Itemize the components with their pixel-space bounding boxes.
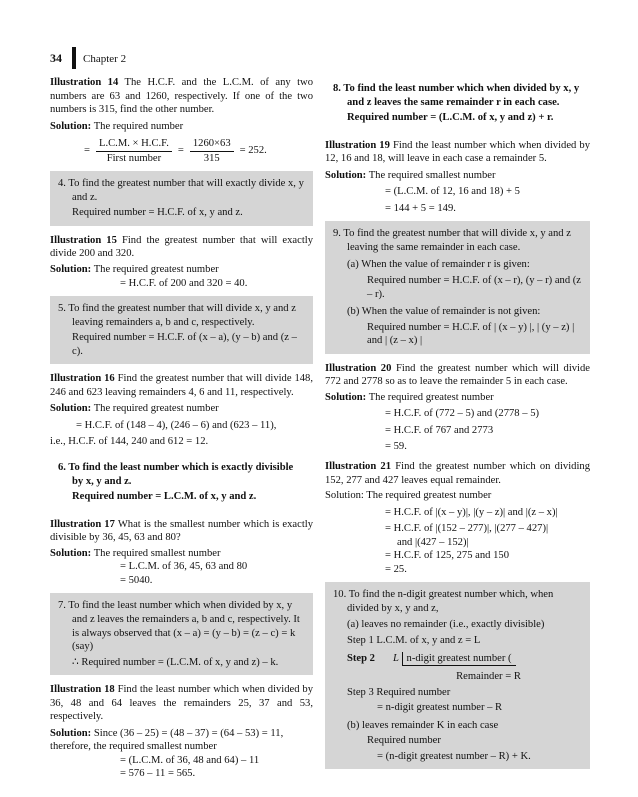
chapter-title: Chapter 2	[83, 53, 127, 65]
solution-label: Solution:	[50, 120, 92, 132]
fraction-lcm-hcf: $\frac{L.C.M. \times H.C.F.}{\text{First number}}$	[96, 137, 172, 165]
right-column	[325, 76, 590, 777]
header-divider	[72, 47, 76, 69]
illustration-15: Illustration 15 Find the greatest number that will exactly divide 200 and 320. Solution: The required greatest number = H.C.F. of 200 and 320 = 40.	[50, 234, 313, 289]
solution-text: The required number	[93, 120, 184, 132]
illustration-14	[50, 76, 313, 165]
rule-box-9: 9. To find the greatest number that will divide x, y and z leaving the same remainder in each case. (a) When the value of remainder r is given: Required number = H.C.F. of (x – r), (y – r) and (z – r). (b) When the value of remainder is not given: Required number = H.C.F. of | (x – y) |, | (y – z) | and | (z – x) |	[325, 221, 590, 353]
illustration-19: Illustration 19 Find the least number which when divided by 12, 16 and 18, will leave in each case a remainder 5. Solution: The required smallest number = (L.C.M. of 12, 16 and 18) + 5 = 144 + 5 = 149.	[325, 139, 591, 214]
rule-title: 4. To find the greatest number that will exactly divide x, y and z.	[58, 178, 304, 203]
long-division: L n-digit greatest number (	[393, 652, 516, 667]
left-column	[50, 76, 313, 787]
rule-box-7: 7. To find the least number which when divided by x, y and z leaves the remainders a, b and c, respectively. It is always observed that (x – a) = (y – b) = (z – c) = k (say) ∴ Required number = (L.C.M. of x, y and z) – k.	[50, 593, 313, 675]
division-bracket: n-digit greatest number (	[402, 652, 516, 667]
fraction-values: $\frac{1260\times 63}{315}$	[190, 137, 234, 165]
rule-line: Required number = H.C.F. of x, y and z.	[72, 207, 243, 219]
illustration-21: Illustration 21 Find the greatest number which on dividing 152, 277 and 427 leaves equal remainder. Solution: The required greatest number = H.C.F. of |(x – y)|, |(y – z)| and |(z – x)| = H.C.F. of |(152 – 277)|, |(277 – 427)| and |(427 – 152)| = H.C.F. of 125, 275 and 150 = 25.	[325, 461, 590, 575]
rule-box-6: 6. To find the least number which is exactly divisible by x, y and z. Required number = L.C.M. of x, y and z.	[50, 455, 313, 510]
rule-box-10: 10. To find the n-digit greatest number which, when divided by x, y and z, (a) leaves no remainder (i.e., exactly divisible) Step 1 L.C.M. of x, y and z = L Step 2 L n-digit greatest number ( Remainder = R Step 3 Required number = n-digit greatest number – R (b) leaves remainder K in each case Required number = (n-digit greatest number – R) + K.	[325, 582, 590, 769]
illustration-text: The H.C.F. and the L.C.M. of any two numbers are 63 and 1260, respectively. If one of the two numbers is 315, find the other number.	[50, 77, 313, 116]
illustration-18: Illustration 18 Find the least number which when divided by 36, 48 and 64 leaves the remainders 25, 37 and 53, respectively. Solution: Since (36 – 25) = (48 – 37) = (64 – 53) = 11, therefore, the required smallest number = (L.C.M. of 36, 48 and 64) – 11 = 576 – 11 = 565.	[50, 684, 314, 780]
rule-box-5: 5. To find the greatest number that will divide x, y and z leaving remainders a, b and c, respectively. Required number = H.C.F. of (x – a), (y – b) and (z – c).	[50, 296, 313, 364]
page-header	[50, 46, 590, 70]
page-number: 34	[50, 51, 62, 65]
illustration-label: Illustration 14	[50, 77, 119, 88]
illustration-17: Illustration 17 What is the smallest number which is exactly divisible by 36, 45, 63 and 80? Solution: The required smallest number = L.C.M. of 36, 45, 63 and 80 = 5040.	[50, 518, 313, 586]
rule-box-4	[50, 171, 313, 226]
fraction-row: = $\frac{L.C.M. \times H.C.F.}{\text{First number}}$ = $\frac{1260\times 63}{315}$ = 252.	[84, 138, 267, 164]
result: = 252.	[239, 145, 267, 157]
step-2: Step 2 L n-digit greatest number (	[333, 652, 584, 667]
illustration-20: Illustration 20 Find the greatest number which will divide 772 and 2778 so as to leave the remainder 5 in each case. Solution: The required greatest number = H.C.F. of (772 – 5) and (2778 – 5) = H.C.F. of 767 and 2773 = 59.	[325, 362, 590, 453]
illustration-16: Illustration 16 Find the greatest number that will divide 148, 246 and 623 leaving remainders 4, 6 and 11, respectively. Solution: The required greatest number = H.C.F. of (148 – 4), (246 – 6) and (623 – 11), i.e., H.C.F. of 144, 240 and 612 = 12.	[50, 373, 313, 448]
rule-box-8: 8. To find the least number which when divided by x, y and z leaves the same remainder r in each case. Required number = (L.C.M. of x, y and z) + r.	[325, 76, 590, 131]
